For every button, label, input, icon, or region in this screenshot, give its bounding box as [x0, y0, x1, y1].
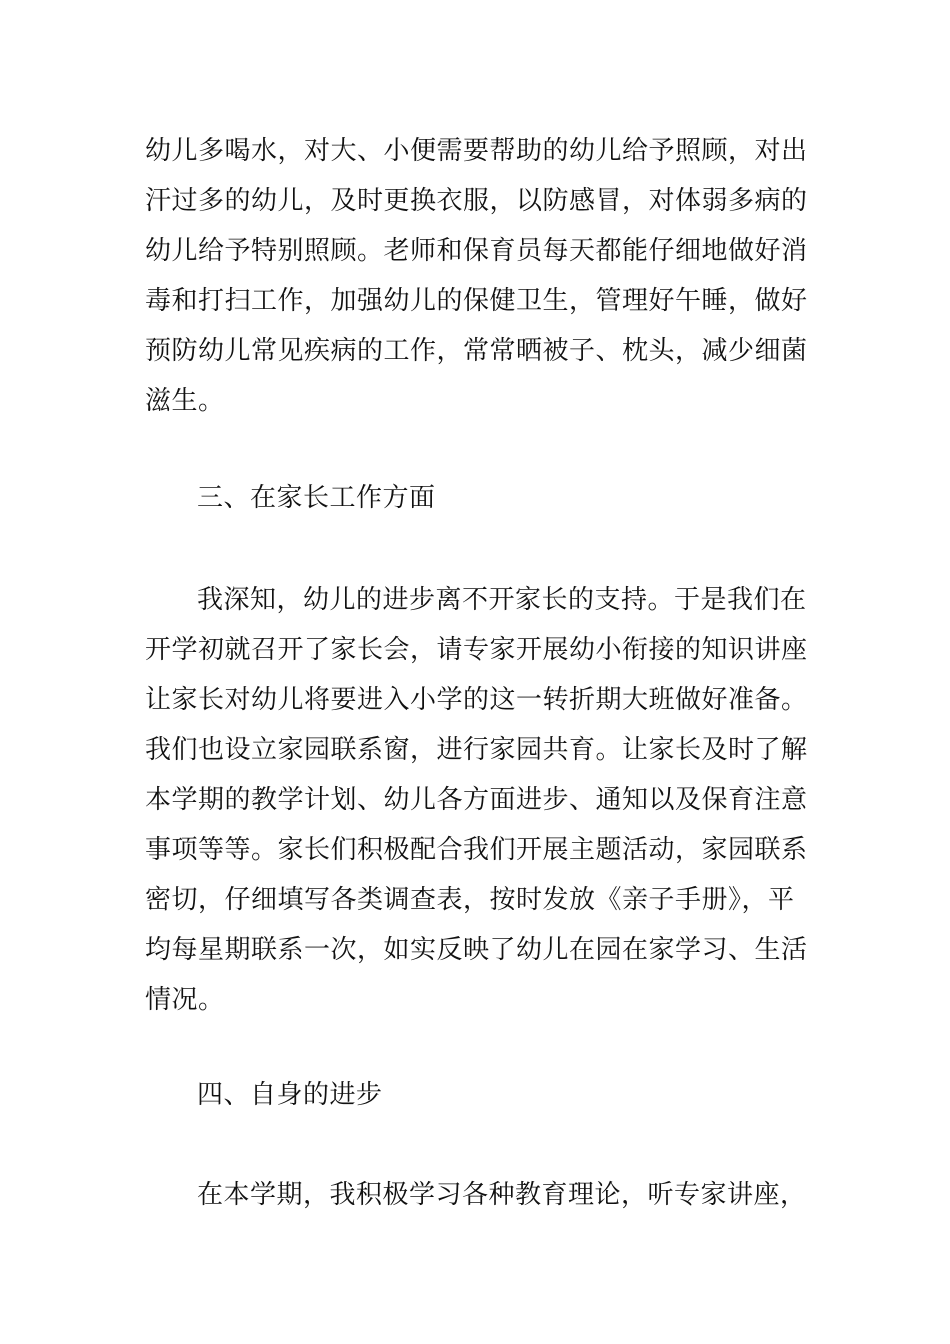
text-line: 预防幼儿常见疾病的工作，常常晒被子、枕头，减少细菌	[145, 336, 808, 366]
text-line: 毒和打扫工作，加强幼儿的保健卫生，管理好午睡，做好	[145, 286, 808, 316]
text-line: 幼儿给予特别照顾。老师和保育员每天都能仔细地做好消	[145, 236, 808, 266]
text-line: 情况。	[145, 985, 225, 1015]
section-heading-self-progress	[145, 1070, 810, 1120]
text-line: 密切，仔细填写各类调查表，按时发放《亲子手册》，平	[145, 885, 795, 915]
paragraph-parent-work	[145, 575, 810, 1025]
text-line: 汗过多的幼儿，及时更换衣服，以防感冒，对体弱多病的	[145, 186, 808, 216]
paragraph-self-progress	[145, 1170, 810, 1220]
text-line: 我们也设立家园联系窗，进行家园共育。让家长及时了解	[145, 735, 808, 765]
text-line: 滋生。	[145, 386, 225, 416]
text-line: 让家长对幼儿将要进入小学的这一转折期大班做好准备。	[145, 685, 808, 715]
text-line: 我深知，幼儿的进步离不开家长的支持。于是我们在	[197, 585, 807, 615]
section-heading: 四、自身的进步	[197, 1080, 383, 1110]
section-heading: 三、在家长工作方面	[197, 483, 436, 513]
text-line: 在本学期，我积极学习各种教育理论，听专家讲座，	[197, 1180, 807, 1210]
section-heading-parent-work	[145, 473, 810, 523]
text-line: 事项等等。家长们积极配合我们开展主题活动，家园联系	[145, 835, 808, 865]
text-line: 开学初就召开了家长会，请专家开展幼小衔接的知识讲座	[145, 635, 808, 665]
text-line: 幼儿多喝水，对大、小便需要帮助的幼儿给予照顾，对出	[145, 136, 808, 166]
paragraph-health-care	[145, 126, 810, 426]
text-line: 均每星期联系一次，如实反映了幼儿在园在家学习、生活	[145, 935, 808, 965]
text-line: 本学期的教学计划、幼儿各方面进步、通知以及保育注意	[145, 785, 808, 815]
